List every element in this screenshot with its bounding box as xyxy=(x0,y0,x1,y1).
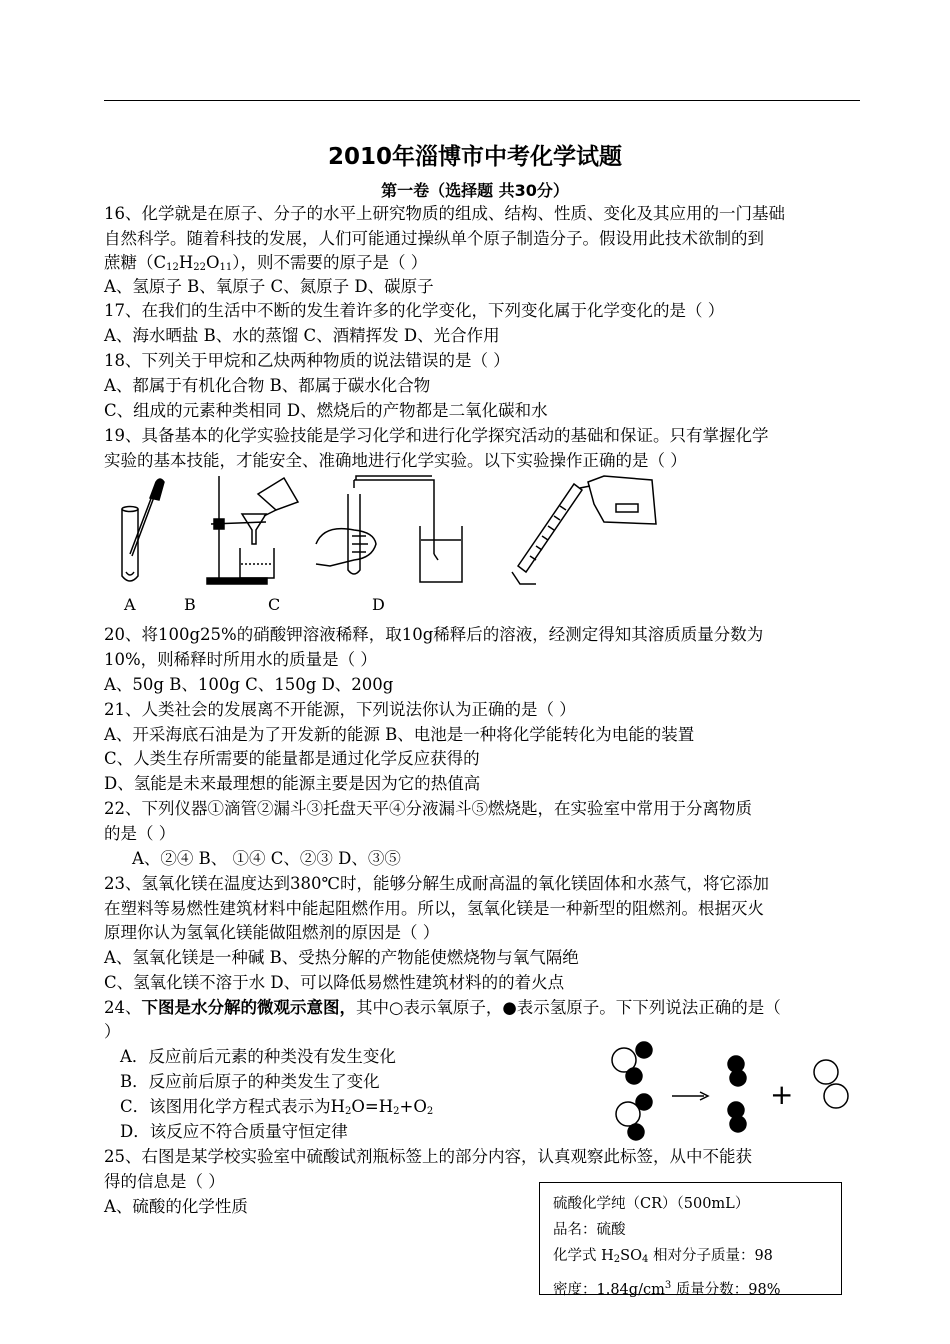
q24-line2: ） xyxy=(104,1022,121,1041)
q25-opt-a: A、硫酸的化学性质 xyxy=(104,1197,248,1216)
q24-opt-b: B．反应前后原子的种类发生了变化 xyxy=(120,1072,380,1091)
q21-opt3: D、氢能是未来最理想的能源主要是因为它的热值高 xyxy=(104,774,481,793)
gas-tightness-check-drawing xyxy=(316,476,462,582)
q21-opt1: A、开采海底石油是为了开发新的能源 B、电池是一种将化学能转化为电能的装置 xyxy=(104,725,695,744)
q17-line1: 17、在我们的生活中不断的发生着许多的化学变化，下列变化属于化学变化的是（ ） xyxy=(104,301,725,320)
lab-apparatus-figure xyxy=(104,474,664,589)
dropper-in-tube-drawing xyxy=(122,479,164,581)
figure-label-b: B xyxy=(184,595,196,614)
figure-label-d: D xyxy=(372,595,385,614)
q24-opt-d: D．该反应不符合质量守恒定律 xyxy=(120,1122,348,1141)
q24-opt-a: A．反应前后元素的种类没有发生变化 xyxy=(120,1047,396,1066)
figure-label-a: A xyxy=(124,595,136,614)
filtration-stand-drawing xyxy=(207,476,298,584)
q21-line1: 21、人类社会的发展离不开能源，下列说法你认为正确的是（ ） xyxy=(104,700,576,719)
pouring-into-cylinder-drawing xyxy=(512,476,656,584)
plus-sign: + xyxy=(770,1078,794,1111)
q19-line1: 19、具备基本的化学实验技能是学习化学和进行化学探究活动的基础和保证。只有掌握化学 xyxy=(104,426,769,445)
hydrogen-atom-icon xyxy=(628,1124,644,1140)
q23-line1: 23、氢氧化镁在温度达到380℃时，能够分解生成耐高温的氧化镁固体和水蒸气，将它添加 xyxy=(104,874,769,893)
q16-line3: 蔗糖$(C_{12}H_{22}O_{11})$，则不需要的原子是（ ） xyxy=(104,253,428,273)
page-title: 2010年淄博市中考化学试题 xyxy=(327,144,622,170)
oxygen-atom-icon xyxy=(814,1060,838,1084)
q21-opt2: C、人类生存所需要的能量都是通过化学反应获得的 xyxy=(104,749,480,768)
q23-opt1: A、氢氧化镁是一种碱 B、受热分解的产物能使燃烧物与氧气隔绝 xyxy=(104,948,579,967)
q19-line2: 实验的基本技能，才能安全、准确地进行化学实验。以下实验操作正确的是（ ） xyxy=(104,451,687,470)
q16-line1: 16、化学就是在原子、分子的水平上研究物质的组成、结构、性质、变化及其应用的一门基础 xyxy=(104,204,785,223)
q23-opt2: C、氢氧化镁不溶于水 D、可以降低易燃性建筑材料的的着火点 xyxy=(104,973,565,992)
water-decomposition-diagram xyxy=(608,1040,858,1150)
q23-line2: 在塑料等易燃性建筑材料中能起阻燃作用。所以，氢氧化镁是一种新型的阻燃剂。根据灭火 xyxy=(104,899,764,918)
q20-line2: 10%，则稀释时所用水的质量是（ ） xyxy=(104,650,377,669)
label-line-density: 密度：$1.84g/cm^3$ 质量分数：98% xyxy=(553,1280,781,1298)
q18-opt1: A、都属于有机化合物 B、都属于碳水化合物 xyxy=(104,376,431,395)
q18-line1: 18、下列关于甲烷和乙炔两种物质的说法错误的是（ ） xyxy=(104,351,510,370)
section-title: 第一卷（选择题 共30分） xyxy=(381,181,569,200)
sulfuric-acid-label xyxy=(539,1182,842,1298)
q24-opt-c: C．该图用化学方程式表示为$H_2O=H_2+O_2$ xyxy=(120,1097,434,1117)
q25-line2: 得的信息是（ ） xyxy=(104,1172,225,1191)
q20-options: A、50g B、100g C、150g D、200g xyxy=(104,675,394,694)
label-line-name: 品名：硫酸 xyxy=(553,1222,626,1238)
hydrogen-atom-icon xyxy=(730,1116,746,1132)
q22-line1: 22、下列仪器①滴管②漏斗③托盘天平④分液漏斗⑤燃烧匙，在实验室中常用于分离物质 xyxy=(104,799,752,818)
q16-options: A、氢原子 B、氧原子 C、氮原子 D、碳原子 xyxy=(104,277,434,296)
q20-line1: 20、将100g25%的硝酸钾溶液稀释，取10g稀释后的溶液，经测定得知其溶质质量分数为 xyxy=(104,625,764,644)
header-rule xyxy=(104,100,860,101)
hydrogen-atom-icon xyxy=(636,1042,652,1058)
q23-line3: 原理你认为氢氧化镁能做阻燃剂的原因是（ ） xyxy=(104,923,440,942)
hydrogen-atom-icon xyxy=(730,1070,746,1086)
q24-line1: 24、下图是水分解的微观示意图，其中○表示氧原子，●表示氢原子。下下列说法正确的是（ xyxy=(104,998,781,1017)
q22-options: A、②④ B、 ①④ C、②③ D、③⑤ xyxy=(132,849,401,868)
q22-line2: 的是（ ） xyxy=(104,824,176,843)
hydrogen-atom-icon xyxy=(626,1068,642,1084)
label-line-formula: 化学式 $H_2SO_4$ 相对分子质量：98 xyxy=(553,1248,773,1265)
hydrogen-atom-icon xyxy=(636,1094,652,1110)
label-line-grade: 硫酸化学纯（CR）（500mL） xyxy=(553,1196,750,1212)
q25-line1: 25、右图是某学校实验室中硫酸试剂瓶标签上的部分内容，认真观察此标签，从中不能获 xyxy=(104,1147,752,1166)
q16-line2: 自然科学。随着科技的发展，人们可能通过操纵单个原子制造分子。假设用此技术欲制的到 xyxy=(104,229,764,248)
q17-options: A、海水晒盐 B、水的蒸馏 C、酒精挥发 D、光合作用 xyxy=(104,326,500,345)
figure-label-c: C xyxy=(268,595,281,614)
q18-opt2: C、组成的元素种类相同 D、燃烧后的产物都是二氧化碳和水 xyxy=(104,401,548,420)
oxygen-atom-icon xyxy=(824,1084,848,1108)
